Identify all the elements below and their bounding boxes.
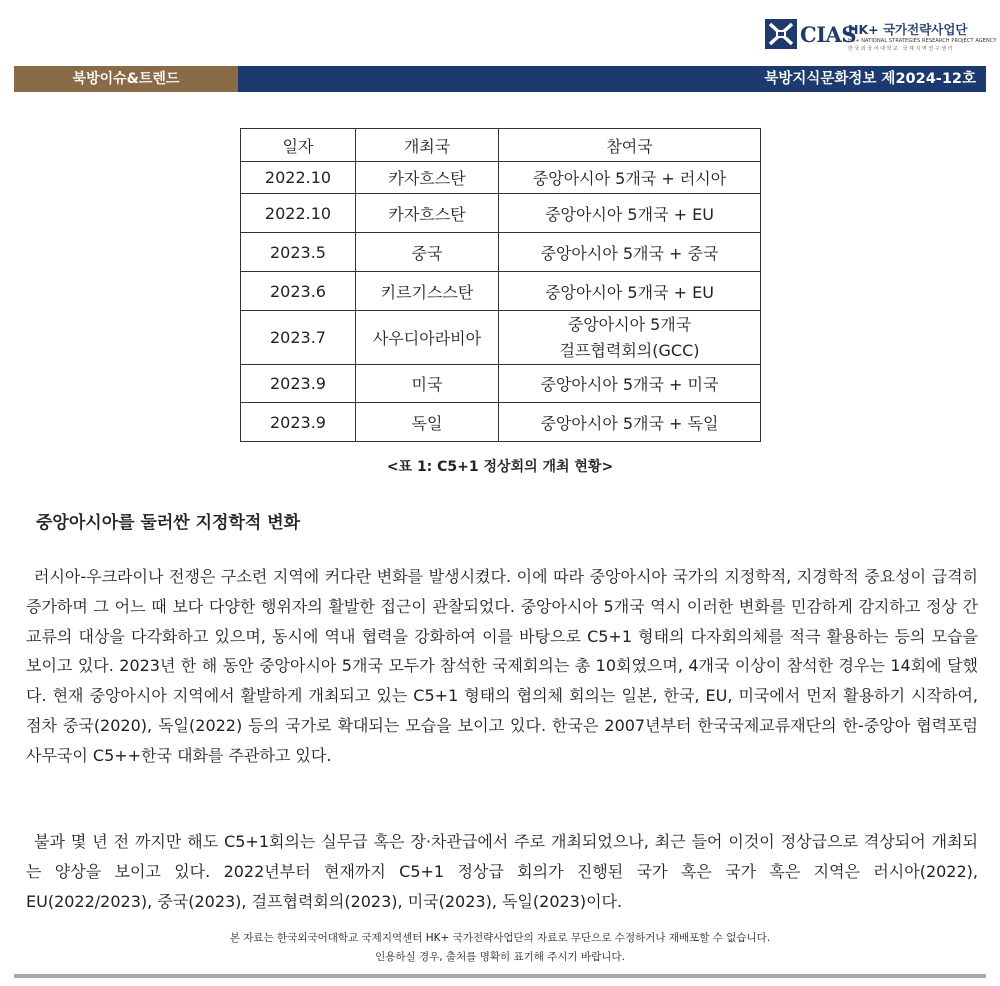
section-heading: 중앙아시아를 둘러싼 지정학적 변화 — [36, 513, 301, 533]
cell-date: 2023.9 — [241, 403, 356, 442]
cias-logo-mark-icon — [764, 18, 798, 50]
table-row — [241, 365, 761, 403]
header-host: 개최국 — [356, 129, 499, 162]
cell-host: 카자흐스탄 — [356, 194, 499, 233]
logo-title: HK+ 국가전략사업단 — [848, 22, 968, 37]
issue-number: 북방지식문화정보 제2024-12호 — [764, 71, 976, 87]
cell-participants: 중앙아시아 5개국 + EU — [499, 194, 761, 233]
logo-subtitle-ko: 한국외국어대학교 국제지역연구센터 — [848, 46, 955, 52]
header-banner — [14, 66, 986, 92]
logo-subtitle-en: HK+ NATIONAL STRATEGIES RESEARCH PROJECT AGENCY — [848, 38, 997, 44]
cell-date: 2023.7 — [241, 311, 356, 365]
cell-host: 독일 — [356, 403, 499, 442]
section-tab: 북방이슈&트렌드 — [14, 66, 238, 92]
cell-participants: 중앙아시아 5개국 + 독일 — [499, 403, 761, 442]
table-header-row — [241, 129, 761, 162]
table-row — [241, 233, 761, 272]
cell-date: 2023.5 — [241, 233, 356, 272]
header-date: 일자 — [241, 129, 356, 162]
copyright-notice: 본 자료는 한국외국어대학교 국제지역센터 HK+ 국가전략사업단의 자료로 무단으로 수정하거나 재배포할 수 없습니다. — [229, 932, 771, 944]
cell-date: 2022.10 — [241, 194, 356, 233]
cias-logo — [764, 16, 997, 52]
summit-table — [240, 128, 761, 442]
logo-text: CIAS — [800, 22, 856, 47]
body-paragraph: 러시아-우크라이나 전쟁은 구소련 지역에 커다란 변화를 발생시켰다. 이에 따라 중앙아시아 국가의 지정학적, 지경학적 중요성이 급격히 증가하며 그 어느 때 보다 다양한 행위자의 활발한 접근이 관찰되었다. 중앙아시아 5개국 역시 이러한 변화를 민감하게 감지하고 정상 간 교류의 대상을 다각화하고 있으며, 동시에 역내 협력을 강화하여 이를 바탕으로 C5+1 형태의 다자회의체를 적극 활용하는 등의 모습을 보이고 있다. 2023년 한 해 동안 중앙아시아 5개국 모두가 참석한 국제회의는 총 10회였으며, 4개국 이상이 참석한 경우는 14회에 달했다. 현재 중앙아시아 지역에서 활발하게 개최되고 있는 C5+1 형태의 협의체 회의는 일본, 한국, EU, 미국에서 먼저 활용하기 시작하여, 점차 중국(2020), 독일(2022) 등의 국가로 확대되는 모습을 보이고 있다. 한국은 2007년부터 한국국제교류재단의 한-중앙아 협력포럼 사무국이 C5++한국 대화를 주관하고 있다. — [26, 567, 978, 765]
citation-notice: 인용하실 경우, 출처를 명확히 표기해 주시기 바랍니다. — [375, 951, 625, 963]
header-participants: 참여국 — [499, 129, 761, 162]
table-row — [241, 162, 761, 194]
table-row — [241, 403, 761, 442]
footer-divider — [14, 974, 986, 978]
table-row — [241, 311, 761, 365]
cell-host: 미국 — [356, 365, 499, 403]
cell-host: 키르기스스탄 — [356, 272, 499, 311]
cell-date: 2023.9 — [241, 365, 356, 403]
cell-participants: 중앙아시아 5개국 + 러시아 — [499, 162, 761, 194]
cell-participants: 중앙아시아 5개국 + 중국 — [499, 233, 761, 272]
table-row — [241, 272, 761, 311]
cell-date: 2023.6 — [241, 272, 356, 311]
cell-participants: 중앙아시아 5개국 + EU — [499, 272, 761, 311]
cell-host: 중국 — [356, 233, 499, 272]
cell-host: 카자흐스탄 — [356, 162, 499, 194]
cell-host: 사우디아라비아 — [356, 311, 499, 365]
cell-participants: 중앙아시아 5개국 걸프협력회의(GCC) — [499, 311, 761, 365]
table-caption: <표 1: C5+1 정상회의 개최 현황> — [386, 459, 614, 475]
cell-participants: 중앙아시아 5개국 + 미국 — [499, 365, 761, 403]
cell-date: 2022.10 — [241, 162, 356, 194]
table-row — [241, 194, 761, 233]
body-paragraph: 불과 몇 년 전 까지만 해도 C5+1회의는 실무급 혹은 장·차관급에서 주로 개최되었으나, 최근 들어 이것이 정상급으로 격상되어 개최되는 양상을 보이고 있다. 2022년부터 현재까지 C5+1 정상급 회의가 진행된 국가 혹은 국가 혹은 지역은 러시아(2022), EU(2022/2023), 중국(2023), 걸프협력회의(2023), 미국(2023), 독일(2023)이다. — [26, 832, 978, 911]
